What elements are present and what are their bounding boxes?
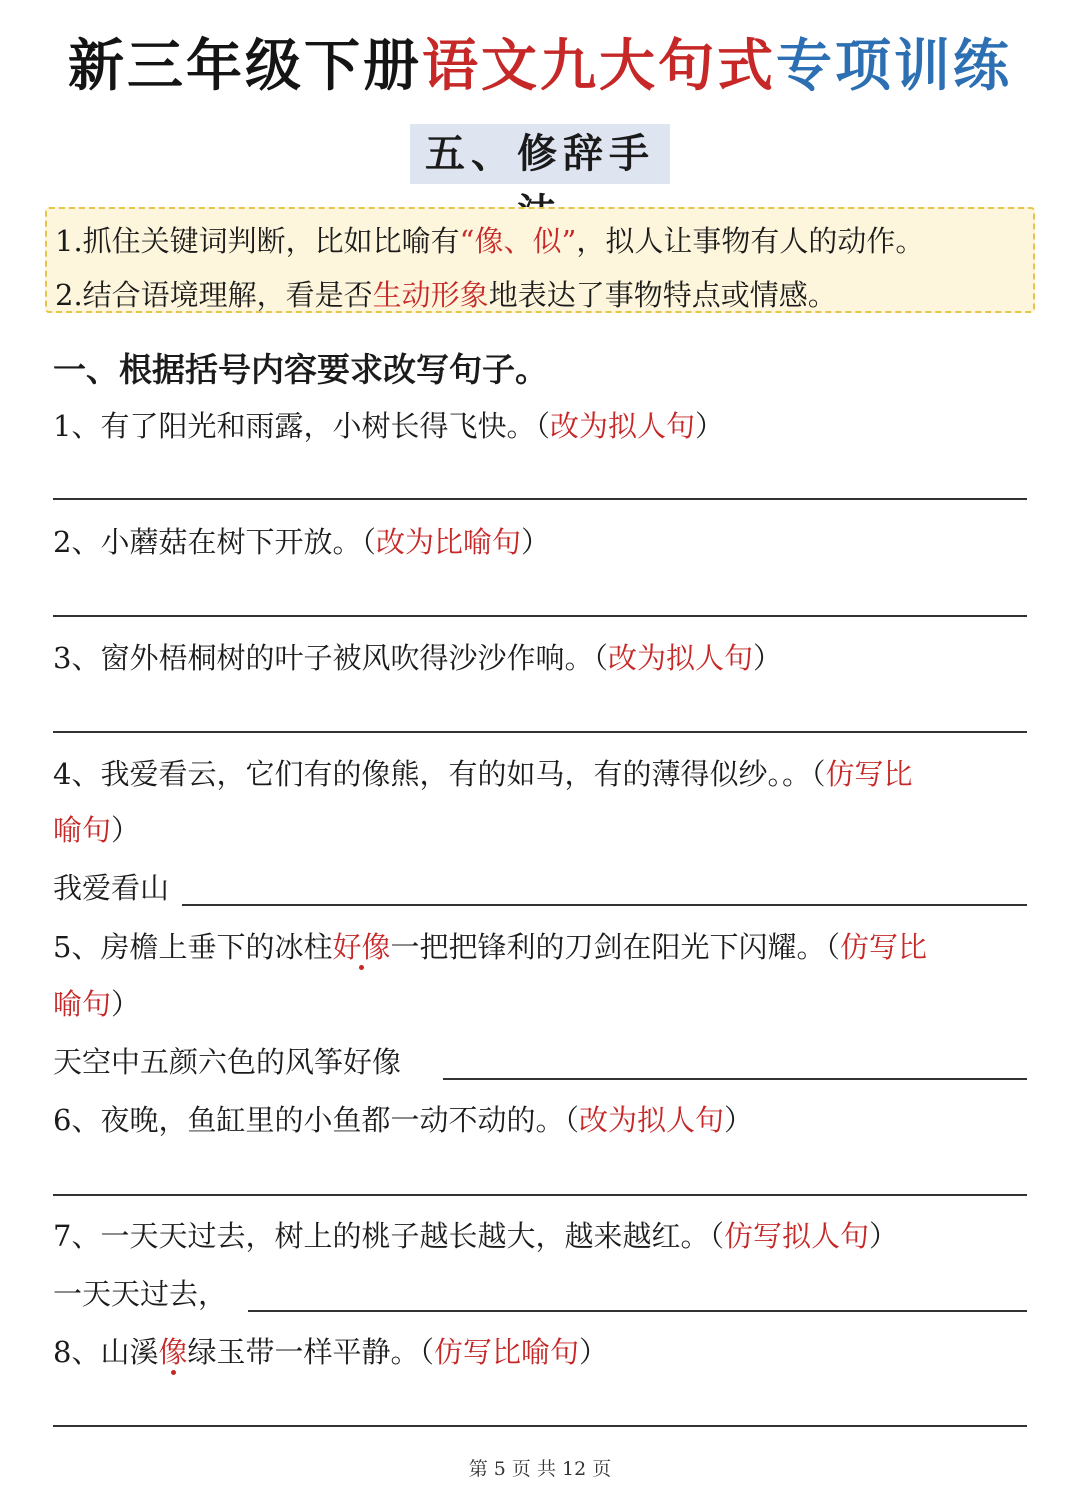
- tips-box: [45, 207, 1035, 313]
- question-1-close: ）: [694, 409, 724, 443]
- question-5-prompt: 天空中五颜六色的风筝好像: [53, 1045, 402, 1079]
- question-5-close: ）: [111, 987, 141, 1021]
- tip-1-text-b: ，拟人让事物有人的动作。: [576, 224, 925, 258]
- question-7: [53, 1216, 898, 1256]
- question-4-cont: [53, 810, 140, 850]
- question-5-requirement-a: 仿写比: [839, 930, 927, 964]
- question-2-close: ）: [520, 525, 550, 559]
- tip-2-highlight: 生动形象: [372, 278, 489, 312]
- question-4-close: ）: [111, 813, 141, 847]
- question-3-text: 3、窗外梧桐树的叶子被风吹得沙沙作响。（: [53, 641, 608, 675]
- question-4-requirement-b: 喻句: [53, 813, 112, 847]
- question-2-requirement: 改为比喻句: [375, 525, 521, 559]
- question-8-close: ）: [579, 1335, 609, 1369]
- question-3-requirement: 改为拟人句: [607, 641, 753, 675]
- question-6-close: ）: [723, 1103, 753, 1137]
- exercise-heading: 一、根据括号内容要求改写句子。: [53, 350, 548, 389]
- question-5-text-b: 一把把锋利的刀剑在阳光下闪耀。（: [390, 930, 840, 964]
- answer-line-7[interactable]: [248, 1310, 1027, 1312]
- answer-line-5[interactable]: [443, 1078, 1027, 1080]
- section-subtitle: 五、修辞手: [410, 124, 670, 184]
- tip-1-highlight: “像、似”: [459, 224, 577, 258]
- question-8-requirement: 仿写比喻句: [433, 1335, 579, 1369]
- question-7-close: ）: [868, 1219, 898, 1253]
- question-6-requirement: 改为拟人句: [578, 1103, 724, 1137]
- answer-line-6[interactable]: [53, 1194, 1027, 1196]
- question-2-text: 2、小蘑菇在树下开放。（: [53, 525, 376, 559]
- question-5: [53, 927, 927, 967]
- tip-2: [55, 273, 837, 314]
- question-8-keyword: 像: [158, 1335, 188, 1369]
- title-part-training: 专项训练: [776, 33, 1012, 99]
- question-5-keyword: 好像: [332, 930, 391, 964]
- answer-line-1[interactable]: [53, 498, 1027, 500]
- title-part-grade: 新三年级下册: [68, 33, 422, 99]
- question-1-text: 1、有了阳光和雨露，小树长得飞快。（: [53, 409, 550, 443]
- question-8-text-a: 8、山溪: [53, 1335, 159, 1369]
- tip-2-text-b: 地表达了事物特点或情感。: [488, 278, 837, 312]
- question-5-cont: [53, 984, 140, 1024]
- question-2: [53, 522, 550, 562]
- question-5-requirement-b: 喻句: [53, 987, 112, 1021]
- answer-line-2[interactable]: [53, 615, 1027, 617]
- question-1: [53, 406, 724, 446]
- question-1-requirement: 改为拟人句: [549, 409, 695, 443]
- page-number: 第 5 页 共 12 页: [468, 1458, 612, 1480]
- question-4: [53, 754, 912, 794]
- answer-line-8[interactable]: [53, 1425, 1027, 1427]
- answer-line-4[interactable]: [182, 904, 1027, 906]
- question-7-text: 7、一天天过去，树上的桃子越长越大，越来越红。（: [53, 1219, 724, 1253]
- answer-line-3[interactable]: [53, 731, 1027, 733]
- question-3-close: ）: [752, 641, 782, 675]
- question-4-prompt: 我爱看山: [53, 871, 170, 905]
- question-6: [53, 1100, 753, 1140]
- tip-1: [55, 219, 924, 260]
- page-title: [0, 30, 1080, 102]
- tip-2-text-a: 2.结合语境理解，看是否: [55, 278, 373, 312]
- question-7-requirement: 仿写拟人句: [723, 1219, 869, 1253]
- question-7-prompt: 一天天过去，: [53, 1277, 228, 1311]
- question-6-text: 6、夜晚，鱼缸里的小鱼都一动不动的。（: [53, 1103, 579, 1137]
- question-4-text: 4、我爱看云，它们有的像熊，有的如马，有的薄得似纱。。（: [53, 757, 826, 791]
- question-8-text-b: 绿玉带一样平静。（: [187, 1335, 434, 1369]
- title-part-topic: 语文九大句式: [422, 33, 776, 99]
- tip-1-text-a: 1.抓住关键词判断，比如比喻有: [55, 224, 460, 258]
- question-8: [53, 1332, 608, 1372]
- question-3: [53, 638, 782, 678]
- question-5-text-a: 5、房檐上垂下的冰柱: [53, 930, 333, 964]
- question-4-requirement-a: 仿写比: [825, 757, 913, 791]
